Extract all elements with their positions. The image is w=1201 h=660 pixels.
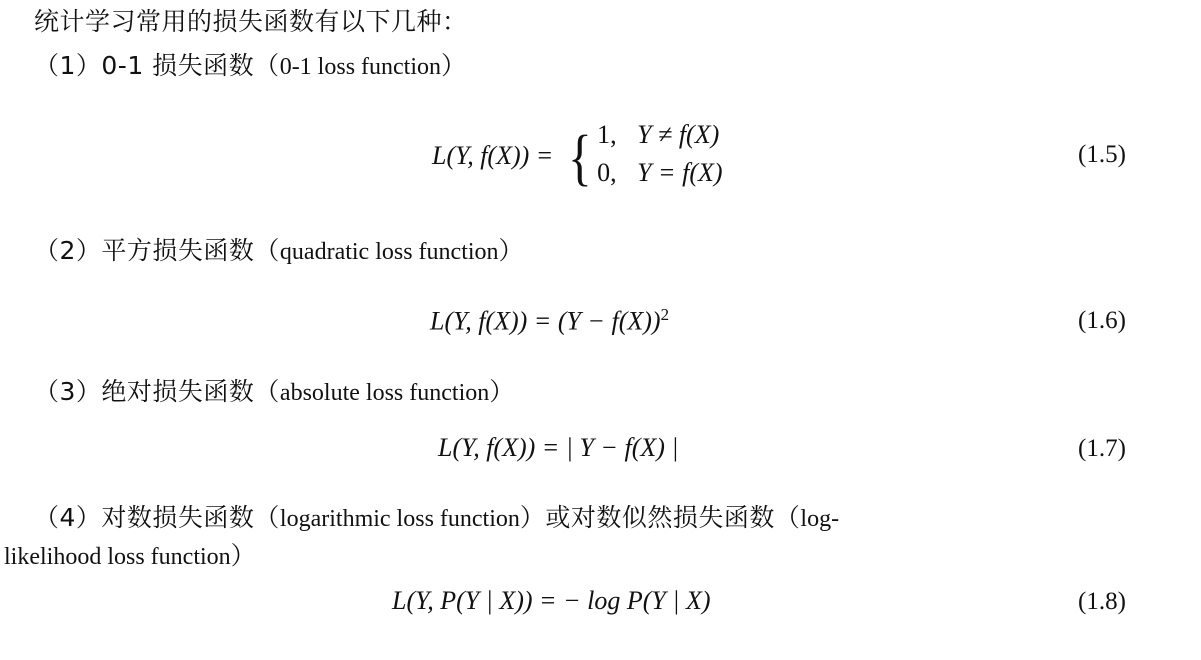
item-1-label-en: 0-1 loss function [279,54,442,80]
item-4-label-line-1 [34,498,839,534]
equation-number-1-6: (1.6) [1078,307,1126,334]
item-3-label-en: absolute loss function [279,380,490,406]
item-3-label-cjk: （3）绝对损失函数（ [34,377,280,406]
equation-number-1-8: (1.8) [1078,588,1126,615]
item-1-label [34,46,467,82]
equation-number-1-5: (1.5) [1078,141,1126,168]
equation-1-6-exponent: 2 [660,305,670,324]
equation-1-8 [392,586,711,616]
item-4-label-en-2: log- [800,506,840,532]
item-4-line2-tail: ） [230,541,257,570]
equation-1-8-lhs: L(Y, P(Y | X)) = − log P(Y | X) [392,586,711,615]
item-1-label-tail: ） [441,51,467,80]
equation-1-6 [430,305,669,337]
case-1-value: 1, [597,120,617,149]
case-2-condition: Y = f(X) [637,158,723,187]
case-2-value: 0, [597,158,617,187]
equation-1-5-lhs: L(Y, f(X)) = [432,140,554,170]
equation-1-5 [432,120,723,196]
item-1-label-cjk: （1）0-1 损失函数（ [34,51,280,80]
case-1-condition: Y ≠ f(X) [637,120,720,149]
item-4-label-cjk: （4）对数损失函数（ [34,503,280,532]
item-2-label-tail: ） [498,236,525,265]
intro-line: 统计学习常用的损失函数有以下几种： [34,7,468,36]
item-4-label-tail: ）或对数似然损失函数（ [519,503,801,532]
equation-number-1-7: (1.7) [1078,435,1126,462]
item-2-label-cjk: （2）平方损失函数（ [34,236,280,265]
left-brace-icon: { [568,123,593,192]
item-2-label [34,231,524,267]
equation-1-5-cases [565,120,722,196]
equation-1-7-lhs: L(Y, f(X)) = | Y − f(X) | [438,433,679,462]
item-4-label-en: logarithmic loss function [279,506,520,532]
item-3-label [34,372,515,408]
item-3-label-tail: ） [489,377,515,406]
item-4-line2-en: likelihood loss function [4,544,231,570]
equation-1-6-lhs: L(Y, f(X)) = (Y − f(X)) [430,306,661,336]
item-2-label-en: quadratic loss function [279,239,499,265]
equation-1-7 [438,433,679,463]
item-4-label-line-2 [4,536,256,572]
